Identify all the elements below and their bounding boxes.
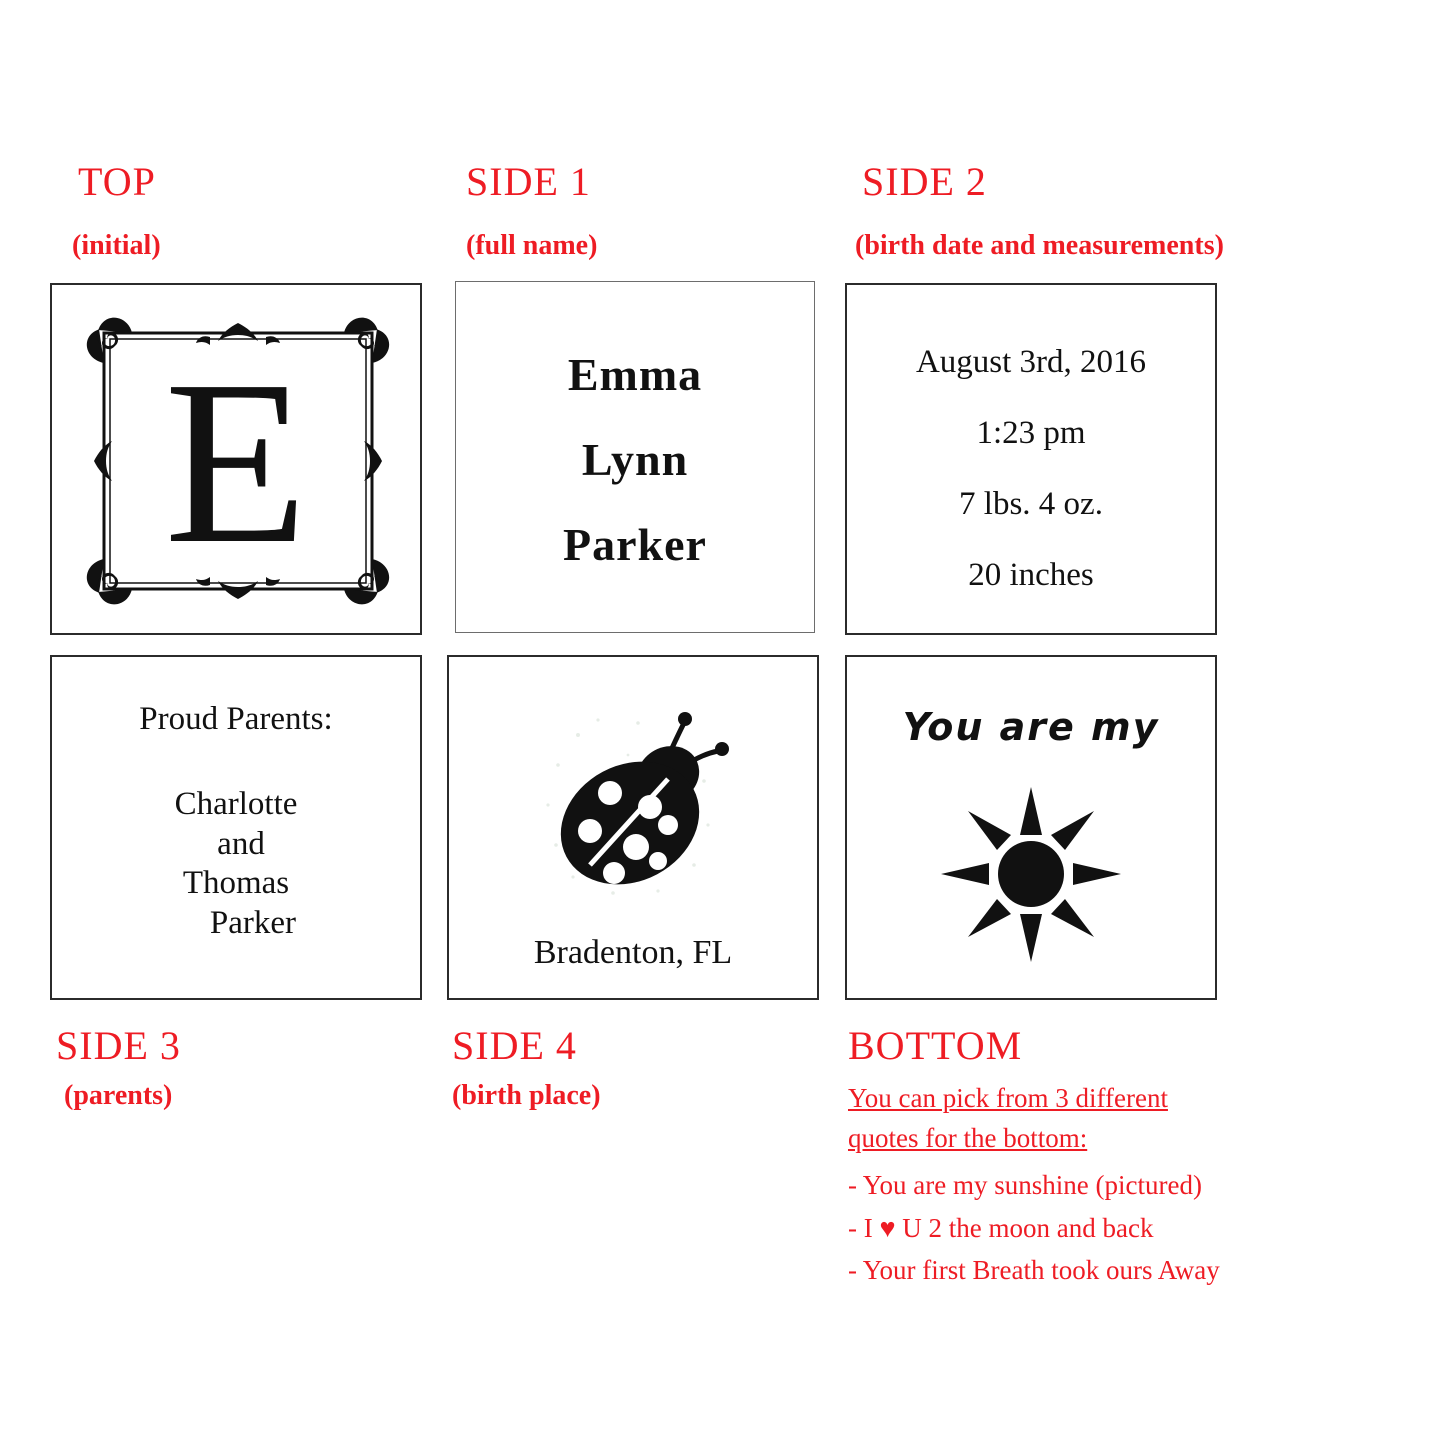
label-side1-title: SIDE 1: [466, 159, 591, 204]
birth-weight: 7 lbs. 4 oz.: [959, 485, 1103, 522]
label-side2-title: SIDE 2: [862, 159, 987, 204]
panel-side3: [50, 655, 422, 1000]
full-name-block: [456, 332, 814, 587]
label-side3-subtitle: (parents): [64, 1080, 173, 1111]
parents-names-block: [52, 785, 420, 943]
parent-line-3: Thomas: [182, 865, 290, 902]
panel-side4: [447, 655, 819, 1000]
bottom-quote-text: You are my: [902, 705, 1160, 749]
monogram-container: [52, 285, 420, 633]
parent-line-4: Parker: [209, 904, 297, 941]
birth-date: August 3rd, 2016: [915, 344, 1147, 380]
parent-line-1: Charlotte: [174, 786, 298, 822]
birth-details-block: [847, 327, 1215, 611]
monogram-letter: E: [164, 331, 308, 592]
bottom-quote-options: [848, 1164, 1220, 1292]
bottom-note-line2: quotes for the bottom:: [848, 1123, 1088, 1153]
quote-option-1: - You are my sunshine (pictured): [848, 1170, 1202, 1200]
sun-icon: [941, 787, 1121, 962]
label-side3-title: SIDE 3: [56, 1023, 181, 1068]
ladybug-container: [449, 695, 817, 925]
ladybug-icon: [518, 695, 748, 925]
panel-top: [50, 283, 422, 635]
quote-option-2: - I ♥ U 2 the moon and back: [848, 1212, 1154, 1243]
label-top-subtitle: (initial): [72, 230, 161, 261]
birth-place-text: Bradenton, FL: [533, 934, 733, 971]
label-side4-subtitle: (birth place): [452, 1080, 601, 1111]
label-side1-subtitle: (full name): [466, 230, 598, 261]
birth-length: 20 inches: [968, 556, 1094, 593]
label-side4-title: SIDE 4: [452, 1023, 577, 1068]
quote-option-3: - Your first Breath took ours Away: [848, 1255, 1220, 1286]
name-line-3: Parker: [563, 519, 707, 571]
parents-heading: Proud Parents:: [139, 701, 333, 737]
label-top-title: TOP: [78, 159, 156, 204]
bottom-note-line1: You can pick from 3 different: [848, 1083, 1168, 1113]
label-bottom-title: BOTTOM: [848, 1023, 1023, 1068]
panel-side2: [845, 283, 1217, 635]
panel-bottom: [845, 655, 1217, 1000]
label-side2-subtitle: (birth date and measurements): [855, 230, 1224, 261]
name-line-1: Emma: [567, 349, 703, 400]
birth-time: 1:23 pm: [976, 414, 1086, 451]
parent-line-2: and: [217, 825, 265, 862]
name-line-2: Lynn: [581, 434, 689, 486]
panel-side1: [455, 281, 815, 633]
sun-container: [847, 787, 1215, 962]
